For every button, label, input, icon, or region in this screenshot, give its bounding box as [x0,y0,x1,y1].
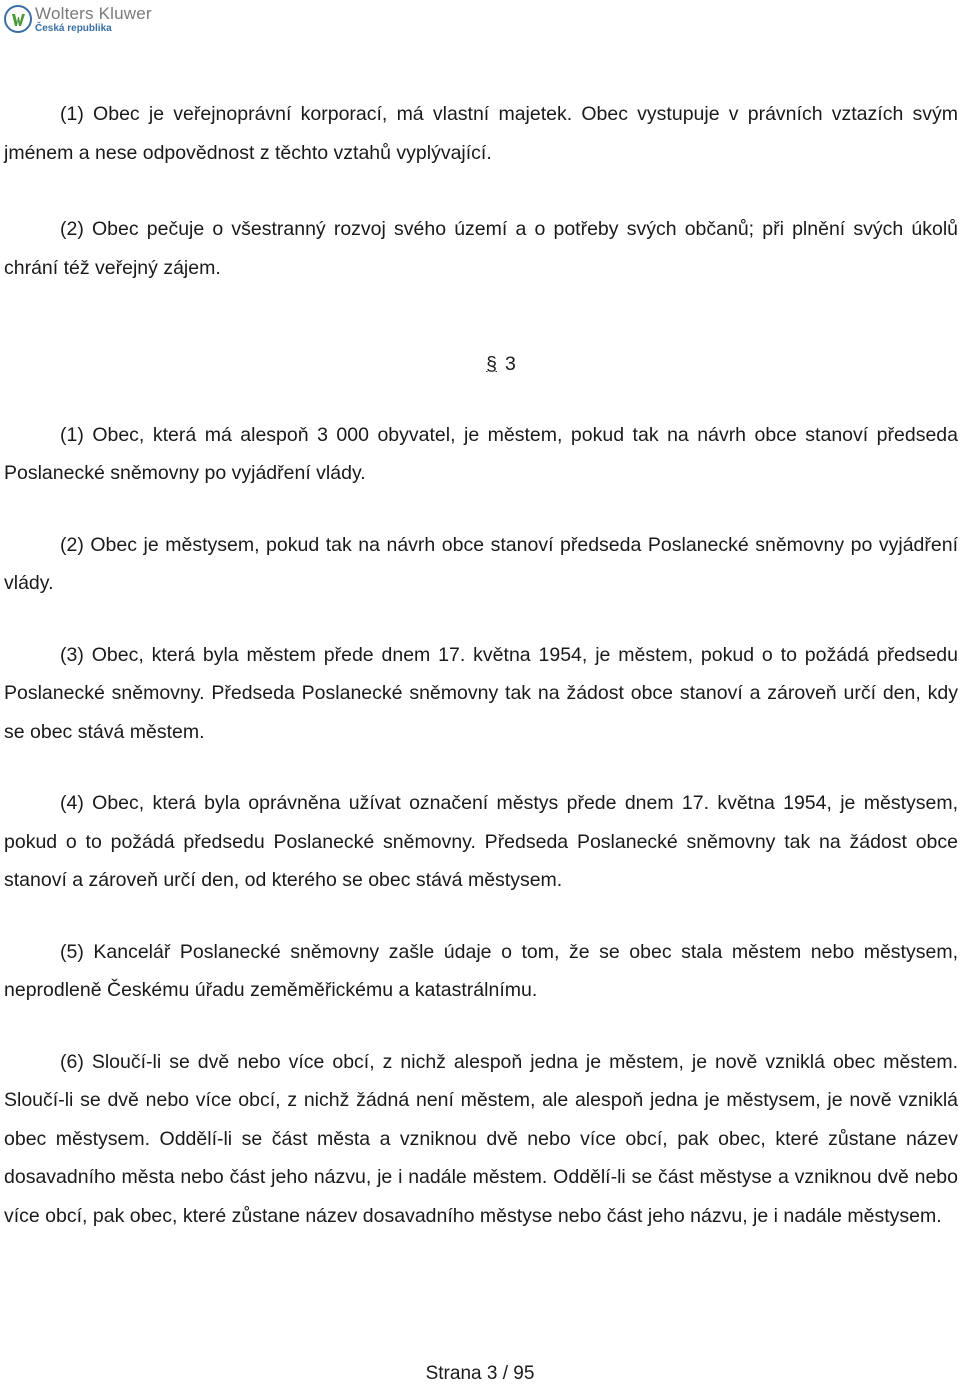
section-paragraph-1: (1) Obec, která má alespoň 3 000 obyvatel, je městem, pokud tak na návrh obce stanoví předseda Poslanecké sněmovny po vyjádření vlády. [4,423,958,484]
paragraph-1: (1) Obec je veřejnoprávní korporací, má vlastní majetek. Obec vystupuje v právních vztazích svým jménem a nese odpovědnost z těchto vztahů vyplývající. [4,103,958,164]
brand-name: Wolters Kluwer [35,3,152,23]
page-number: Strana 3 / 95 [425,1363,535,1384]
section-paragraph-3: (3) Obec, která byla městem přede dnem 17. května 1954, je městem, pokud o to požádá předsedu Poslanecké sněmovny. Předseda Poslanecké sněmovny tak na žádost obce stanoví a zároveň určí den, kdy se obec stává městem. [4,643,958,743]
section-paragraph-4: (4) Obec, která byla oprávněna užívat označení městys přede dnem 17. května 1954, je městysem, pokud o to požádá předsedu Poslanecké sněmovny. Předseda Poslanecké sněmovny tak na žádost obce stanoví a zároveň určí den, od kterého se obec stává městysem. [4,792,958,891]
publisher-logo [4,3,152,35]
wolters-kluwer-logo-icon [4,5,32,33]
brand-subtitle: Česká republika [35,22,112,34]
section-paragraph-5: (5) Kancelář Poslanecké sněmovny zašle údaje o tom, že se obec stala městem nebo městysem, neprodleně Českému úřadu zeměměřickému a katastrálnímu. [4,940,958,1001]
section-paragraph-2: (2) Obec je městysem, pokud tak na návrh obce stanoví předseda Poslanecké sněmovny po vyjádření vlády. [4,533,958,594]
paragraph-2: (2) Obec pečuje o všestranný rozvoj svého území a o potřeby svých občanů; při plnění svých úkolů chrání též veřejný zájem. [4,218,958,279]
section-sign: § [486,353,497,375]
section-number: 3 [505,353,516,375]
section-paragraph-6: (6) Sloučí-li se dvě nebo více obcí, z nichž alespoň jedna je městem, je nově vzniklá obec městem. Sloučí-li se dvě nebo více obcí, z nichž žádná není městem, ale alespoň jedna je městysem, je nově vzniklá obec městysem. Oddělí-li se část města a vzniknou dvě nebo více obcí, pak obec, které zůstane název dosavadního města nebo část jeho názvu, je i nadále městem. Oddělí-li se část městyse a vzniknou dvě nebo více obcí, pak obec, které zůstane název dosavadního městyse nebo část jeho názvu, je i nadále městysem. [4,1050,958,1227]
section-heading [4,345,958,384]
document-body [4,95,958,1235]
